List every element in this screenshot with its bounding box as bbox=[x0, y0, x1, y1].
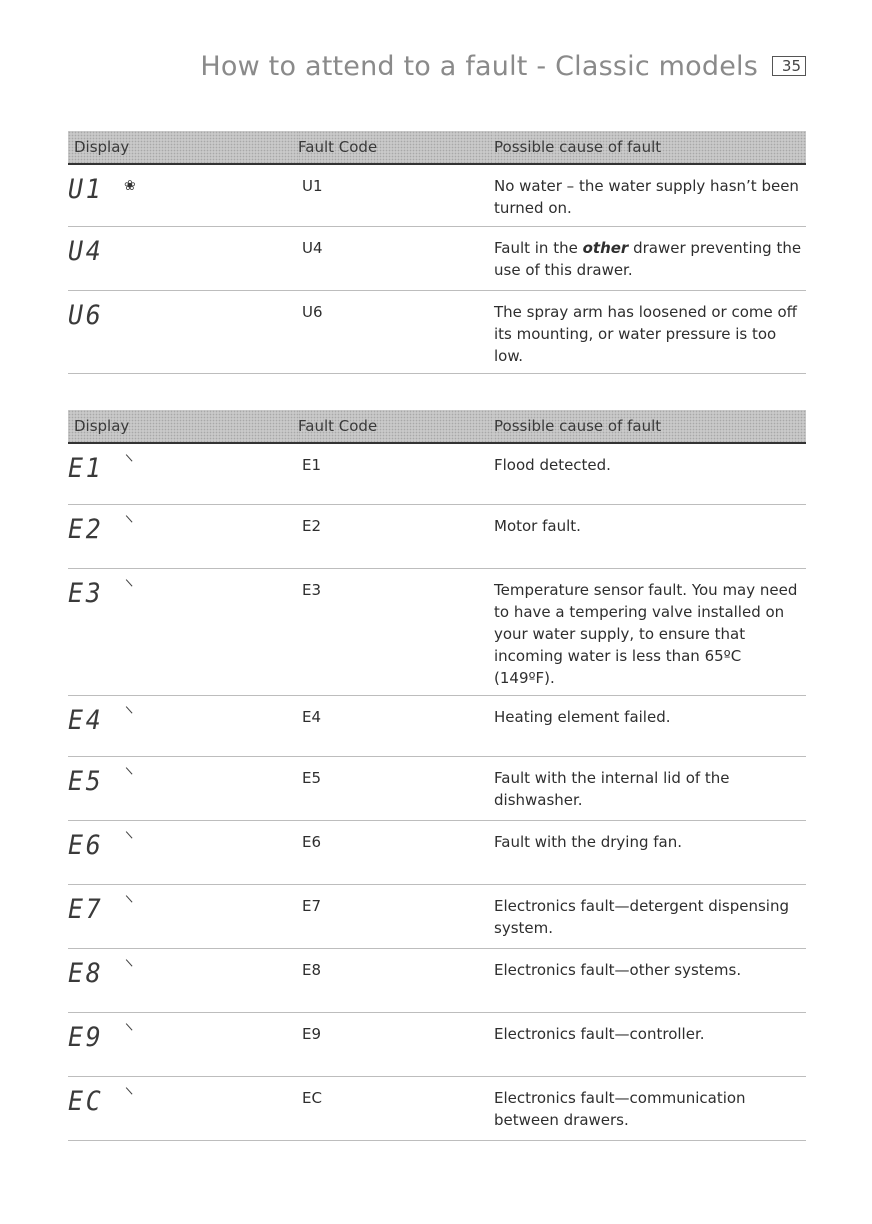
fault-cause: No water – the water supply hasn’t been turned on. bbox=[494, 164, 806, 226]
fault-code: E5 bbox=[298, 756, 494, 820]
display-cell bbox=[68, 504, 298, 568]
page-title: How to attend to a fault - Classic models bbox=[200, 50, 758, 82]
table-row bbox=[68, 568, 806, 695]
table-row bbox=[68, 290, 806, 373]
indicator-tick-icon bbox=[126, 515, 133, 523]
fault-cause: Heating element failed. bbox=[494, 695, 806, 756]
segment-display: E6 bbox=[68, 829, 104, 861]
segment-display: EC bbox=[68, 1085, 104, 1117]
indicator-tick-icon bbox=[126, 959, 133, 967]
fault-cause: Electronics fault—communication between drawers. bbox=[494, 1076, 806, 1140]
table-row bbox=[68, 1076, 806, 1140]
fault-cause: Electronics fault—detergent dispensing system. bbox=[494, 884, 806, 948]
tap-icon: ❀ bbox=[124, 178, 136, 194]
indicator-tick-icon bbox=[126, 579, 133, 587]
e-fault-table bbox=[68, 410, 806, 1141]
fault-cause: Fault with the internal lid of the dishwasher. bbox=[494, 756, 806, 820]
header-fault-code: Fault Code bbox=[298, 131, 494, 164]
segment-display: E3 bbox=[68, 577, 104, 609]
indicator-tick-icon bbox=[126, 767, 133, 775]
header-display: Display bbox=[68, 410, 298, 443]
segment-display: E1 bbox=[68, 453, 104, 484]
table-header-row bbox=[68, 410, 806, 443]
indicator-tick-icon bbox=[126, 1023, 133, 1031]
segment-display: E2 bbox=[68, 513, 104, 545]
fault-cause: Fault with the drying fan. bbox=[494, 820, 806, 884]
fault-cause: Temperature sensor fault. You may need to have a tempering valve installed on your water supply, to ensure that incoming water is less than 65ºC (149ºF). bbox=[494, 568, 806, 695]
table-row bbox=[68, 695, 806, 756]
display-cell bbox=[68, 1012, 298, 1076]
table-row bbox=[68, 884, 806, 948]
fault-code: E6 bbox=[298, 820, 494, 884]
table-row bbox=[68, 164, 806, 226]
fault-cause: The spray arm has loosened or come off its mounting, or water pressure is too low. bbox=[494, 290, 806, 373]
display-cell bbox=[68, 820, 298, 884]
segment-display: E7 bbox=[68, 893, 104, 925]
fault-cause: Electronics fault—controller. bbox=[494, 1012, 806, 1076]
segment-display: E9 bbox=[68, 1021, 104, 1053]
indicator-tick-icon bbox=[126, 831, 133, 839]
segment-display: U6 bbox=[68, 299, 104, 331]
page-header bbox=[0, 46, 806, 86]
header-possible-cause: Possible cause of fault bbox=[494, 131, 806, 164]
fault-code: E9 bbox=[298, 1012, 494, 1076]
header-display: Display bbox=[68, 131, 298, 164]
fault-code: E4 bbox=[298, 695, 494, 756]
indicator-tick-icon bbox=[126, 1087, 133, 1095]
page-number: 35 bbox=[772, 56, 806, 76]
fault-code: E7 bbox=[298, 884, 494, 948]
fault-code: E2 bbox=[298, 504, 494, 568]
segment-display: U1 bbox=[68, 174, 104, 205]
indicator-tick-icon bbox=[126, 706, 133, 714]
header-fault-code: Fault Code bbox=[298, 410, 494, 443]
display-cell bbox=[68, 884, 298, 948]
fault-cause: Flood detected. bbox=[494, 443, 806, 504]
display-cell bbox=[68, 1076, 298, 1140]
display-cell bbox=[68, 226, 298, 290]
display-cell bbox=[68, 948, 298, 1012]
table-header-row bbox=[68, 131, 806, 164]
u-fault-table bbox=[68, 131, 806, 374]
segment-display: E4 bbox=[68, 704, 104, 736]
display-cell bbox=[68, 164, 298, 226]
display-cell bbox=[68, 443, 298, 504]
fault-code: U4 bbox=[298, 226, 494, 290]
indicator-tick-icon bbox=[126, 895, 133, 903]
fault-code: U6 bbox=[298, 290, 494, 373]
fault-cause: Motor fault. bbox=[494, 504, 806, 568]
fault-cause: Fault in the other drawer preventing the use of this drawer. bbox=[494, 226, 806, 290]
display-cell bbox=[68, 290, 298, 373]
fault-cause: Electronics fault—other systems. bbox=[494, 948, 806, 1012]
segment-display: U4 bbox=[68, 235, 104, 267]
table-row bbox=[68, 443, 806, 504]
display-cell bbox=[68, 568, 298, 695]
table-row bbox=[68, 948, 806, 1012]
table-row bbox=[68, 756, 806, 820]
display-cell bbox=[68, 756, 298, 820]
fault-code: EC bbox=[298, 1076, 494, 1140]
fault-code: E8 bbox=[298, 948, 494, 1012]
table-row bbox=[68, 820, 806, 884]
segment-display: E5 bbox=[68, 765, 104, 797]
fault-code: E1 bbox=[298, 443, 494, 504]
table-row bbox=[68, 1012, 806, 1076]
segment-display: E8 bbox=[68, 957, 104, 989]
emphasis-other: other bbox=[582, 238, 629, 257]
display-cell bbox=[68, 695, 298, 756]
table-row bbox=[68, 226, 806, 290]
header-possible-cause: Possible cause of fault bbox=[494, 410, 806, 443]
indicator-tick-icon bbox=[126, 454, 133, 462]
fault-code: E3 bbox=[298, 568, 494, 695]
fault-code: U1 bbox=[298, 164, 494, 226]
table-row bbox=[68, 504, 806, 568]
